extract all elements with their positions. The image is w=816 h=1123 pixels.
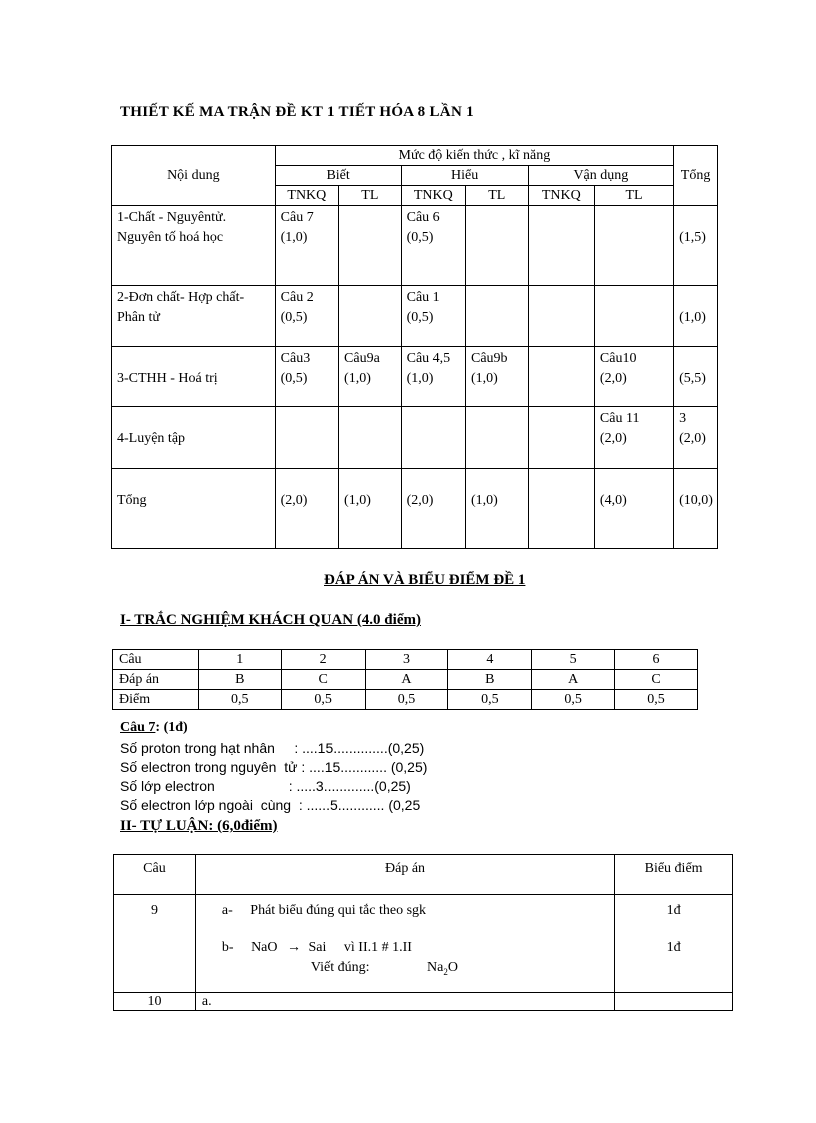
- q9-part-a: [222, 903, 426, 919]
- row-total: [674, 206, 718, 286]
- row-content: [112, 407, 276, 469]
- matrix-cell-line: (4,0): [599, 493, 627, 508]
- matrix-cell-line: [281, 471, 334, 491]
- matrix-cell: [339, 286, 402, 347]
- q9-b-wrong: Sai: [308, 940, 327, 955]
- answer-row-label: Câu: [113, 650, 199, 670]
- q9-a-text: Phát biểu đúng qui tắc theo sgk: [250, 903, 427, 918]
- matrix-cell: [401, 407, 465, 469]
- answer-cell: 0,5: [532, 690, 615, 710]
- header-tl: TL: [339, 186, 402, 206]
- row-total-line: (1,0): [679, 310, 706, 325]
- matrix-row: [112, 206, 718, 286]
- matrix-cell: [466, 286, 529, 347]
- section-1-title: I- TRẮC NGHIỆM KHÁCH QUAN (4.0 điểm): [120, 612, 421, 628]
- matrix-cell-line: (1,0): [280, 230, 308, 245]
- formula-base: Na: [427, 960, 444, 975]
- answer-table: [112, 649, 698, 710]
- row-content-line: Nguyên tố hoá học: [117, 230, 224, 245]
- header-tl: TL: [594, 186, 673, 206]
- answer-row: [113, 690, 698, 710]
- row-content-line: 2-Đơn chất- Hợp chất-: [117, 290, 245, 305]
- essay-question-number: 10: [114, 993, 196, 1011]
- matrix-cell: [528, 206, 594, 286]
- matrix-cell-line: [344, 471, 397, 491]
- matrix-cell-line: (0,5): [280, 310, 308, 325]
- header-levels: Mức độ kiến thức , kĩ năng: [275, 146, 673, 166]
- matrix-cell-line: Câu 4,5: [406, 351, 451, 366]
- header-tl: TL: [466, 186, 529, 206]
- header-total: Tổng: [674, 146, 718, 206]
- q9-correct-label: Viết đúng:: [310, 960, 370, 975]
- answer-cell: 6: [615, 650, 698, 670]
- matrix-cell: [466, 347, 529, 407]
- row-total-line: [679, 471, 713, 491]
- section-2-title: II- TỰ LUẬN: (6,0điểm): [120, 818, 278, 834]
- answer-cell: 4: [448, 650, 532, 670]
- matrix-cell-line: [407, 471, 461, 491]
- essay-q9-answer: [195, 895, 614, 993]
- row-content-line: [117, 349, 271, 369]
- essay-q10-score: [615, 993, 733, 1011]
- matrix-cell-line: Câu 6: [406, 210, 440, 225]
- essay-table: [113, 854, 733, 1011]
- q9-part-b: [222, 940, 412, 956]
- matrix-cell: [466, 206, 529, 286]
- q7-points: : (1đ): [155, 720, 188, 735]
- matrix-cell: [339, 206, 402, 286]
- matrix-cell: [528, 347, 594, 407]
- answer-row-label: Điểm: [113, 690, 199, 710]
- row-content-line: Phân tử: [117, 310, 160, 325]
- answer-cell: 0,5: [198, 690, 281, 710]
- q7-line: Số electron lớp ngoài cùng : ......5............ (0,25: [120, 797, 421, 813]
- row-total-line: (10,0): [679, 493, 713, 508]
- matrix-cell-line: Câu9b: [471, 351, 508, 366]
- essay-q9-scores: [615, 895, 733, 993]
- matrix-cell-line: [600, 471, 669, 491]
- row-total: [674, 286, 718, 347]
- essay-header-score: Biểu điểm: [615, 855, 733, 895]
- answer-row: [113, 670, 698, 690]
- matrix-cell: [528, 286, 594, 347]
- q7-lines: [120, 739, 427, 815]
- row-total-line: (1,5): [679, 230, 706, 245]
- matrix-cell: [594, 347, 673, 407]
- matrix-cell: [466, 469, 529, 549]
- matrix-row: [112, 286, 718, 347]
- matrix-cell-line: (1,0): [344, 493, 371, 508]
- q7-line: Số electron trong nguyên tử : ....15............ (0,25): [120, 759, 428, 775]
- q9-b-score: 1đ: [666, 940, 681, 955]
- matrix-cell: [528, 469, 594, 549]
- matrix-cell-line: Câu3: [280, 351, 311, 366]
- q7-label: Câu 7: [120, 720, 156, 735]
- row-content: [112, 286, 276, 347]
- essay-header-answer: Đáp án: [195, 855, 614, 895]
- matrix-cell-line: (2,0): [406, 493, 434, 508]
- row-content: [112, 347, 276, 407]
- answer-key-title: ĐÁP ÁN VÀ BIỂU ĐIỂM ĐỀ 1: [324, 572, 526, 588]
- row-content-line: 1-Chất - Nguyêntử.: [117, 210, 227, 225]
- answer-cell: C: [281, 670, 365, 690]
- row-total-line: [679, 208, 713, 228]
- answer-cell: B: [448, 670, 532, 690]
- row-content: [112, 469, 276, 549]
- matrix-cell-line: (0,5): [406, 310, 434, 325]
- matrix-cell: [401, 286, 465, 347]
- header-tnkq: TNKQ: [528, 186, 594, 206]
- matrix-cell-line: Câu9a: [344, 351, 380, 366]
- matrix-cell-line: (1,0): [471, 371, 498, 386]
- header-content: Nội dung: [112, 146, 276, 206]
- matrix-row: [112, 407, 718, 469]
- matrix-cell-line: Câu 11: [599, 411, 640, 426]
- matrix-cell-line: (2,0): [599, 371, 627, 386]
- matrix-cell: [401, 347, 465, 407]
- q7-line: Số proton trong hạt nhân : ....15..............(0,25): [120, 740, 425, 756]
- formula-subscript: 2: [443, 966, 448, 977]
- answer-row: [113, 650, 698, 670]
- matrix-cell: [466, 407, 529, 469]
- header-tnkq: TNKQ: [401, 186, 465, 206]
- knowledge-matrix-table: [111, 145, 718, 549]
- header-apply: Vận dụng: [528, 166, 674, 186]
- essay-q10-answer: a.: [195, 993, 614, 1011]
- matrix-cell: [401, 469, 465, 549]
- q9-a-label: a-: [221, 903, 233, 918]
- answer-cell: 0,5: [281, 690, 365, 710]
- matrix-cell-line: (1,0): [406, 371, 434, 386]
- matrix-cell-line: (0,5): [406, 230, 434, 245]
- matrix-cell: [594, 286, 673, 347]
- matrix-cell-line: (2,0): [599, 431, 627, 446]
- answer-row-label: Đáp án: [113, 670, 199, 690]
- header-understand: Hiểu: [401, 166, 528, 186]
- row-total-line: [679, 349, 713, 369]
- document-title: THIẾT KẾ MA TRẬN ĐỀ KT 1 TIẾT HÓA 8 LẦN 1: [120, 104, 474, 120]
- matrix-row: [112, 347, 718, 407]
- row-content-line: 4-Luyện tập: [117, 431, 186, 446]
- matrix-cell-line: (1,0): [471, 493, 498, 508]
- q9-b-formula: NaO: [251, 940, 278, 955]
- row-content-line: [117, 409, 271, 429]
- matrix-cell: [275, 347, 338, 407]
- matrix-cell-line: [471, 471, 524, 491]
- row-total-line: (5,5): [679, 371, 706, 386]
- row-total: [674, 469, 718, 549]
- matrix-cell-line: Câu 7: [280, 210, 314, 225]
- row-content-line: [117, 471, 271, 491]
- matrix-cell: [401, 206, 465, 286]
- matrix-cell-line: (0,5): [280, 371, 308, 386]
- answer-cell: 2: [281, 650, 365, 670]
- formula-tail: O: [447, 960, 458, 975]
- row-content: [112, 206, 276, 286]
- matrix-cell-line: Câu10: [599, 351, 637, 366]
- q9-a-score: 1đ: [666, 903, 681, 918]
- matrix-cell: [594, 469, 673, 549]
- row-total-line: 3: [679, 411, 687, 426]
- answer-cell: 3: [365, 650, 448, 670]
- matrix-cell: [339, 347, 402, 407]
- q9-correct-formula: [427, 960, 458, 975]
- answer-cell: A: [532, 670, 615, 690]
- matrix-cell: [275, 469, 338, 549]
- matrix-cell-line: Câu 1: [406, 290, 440, 305]
- q9-correct: [311, 960, 458, 977]
- matrix-cell: [275, 407, 338, 469]
- answer-cell: C: [615, 670, 698, 690]
- matrix-cell: [275, 286, 338, 347]
- q9-b-label: b-: [221, 940, 234, 955]
- q7-heading: [120, 720, 188, 736]
- answer-cell: 1: [198, 650, 281, 670]
- matrix-cell: [275, 206, 338, 286]
- q7-line: Số lớp electron : .....3.............(0,25): [120, 778, 411, 794]
- row-total-line: (2,0): [679, 431, 706, 446]
- answer-cell: 0,5: [365, 690, 448, 710]
- essay-header-question: Câu: [114, 855, 196, 895]
- matrix-cell-line: (2,0): [280, 493, 308, 508]
- answer-cell: A: [365, 670, 448, 690]
- row-total: [674, 347, 718, 407]
- row-total-line: [679, 288, 713, 308]
- row-content-line: Tổng: [117, 493, 147, 508]
- matrix-cell: [528, 407, 594, 469]
- essay-question-number: 9: [114, 895, 196, 993]
- matrix-row: [112, 469, 718, 549]
- row-content-line: 3-CTHH - Hoá trị: [117, 371, 218, 386]
- matrix-cell-line: Câu 2: [280, 290, 314, 305]
- answer-cell: 0,5: [448, 690, 532, 710]
- header-tnkq: TNKQ: [275, 186, 338, 206]
- answer-cell: 0,5: [615, 690, 698, 710]
- matrix-cell: [339, 469, 402, 549]
- matrix-cell: [594, 407, 673, 469]
- answer-cell: B: [198, 670, 281, 690]
- matrix-cell: [339, 407, 402, 469]
- matrix-cell: [594, 206, 673, 286]
- arrow-right-icon: →: [287, 940, 301, 955]
- row-total: [674, 407, 718, 469]
- q9-b-reason: vì II.1 # 1.II: [343, 940, 412, 955]
- header-know: Biết: [275, 166, 401, 186]
- matrix-cell-line: (1,0): [344, 371, 371, 386]
- answer-cell: 5: [532, 650, 615, 670]
